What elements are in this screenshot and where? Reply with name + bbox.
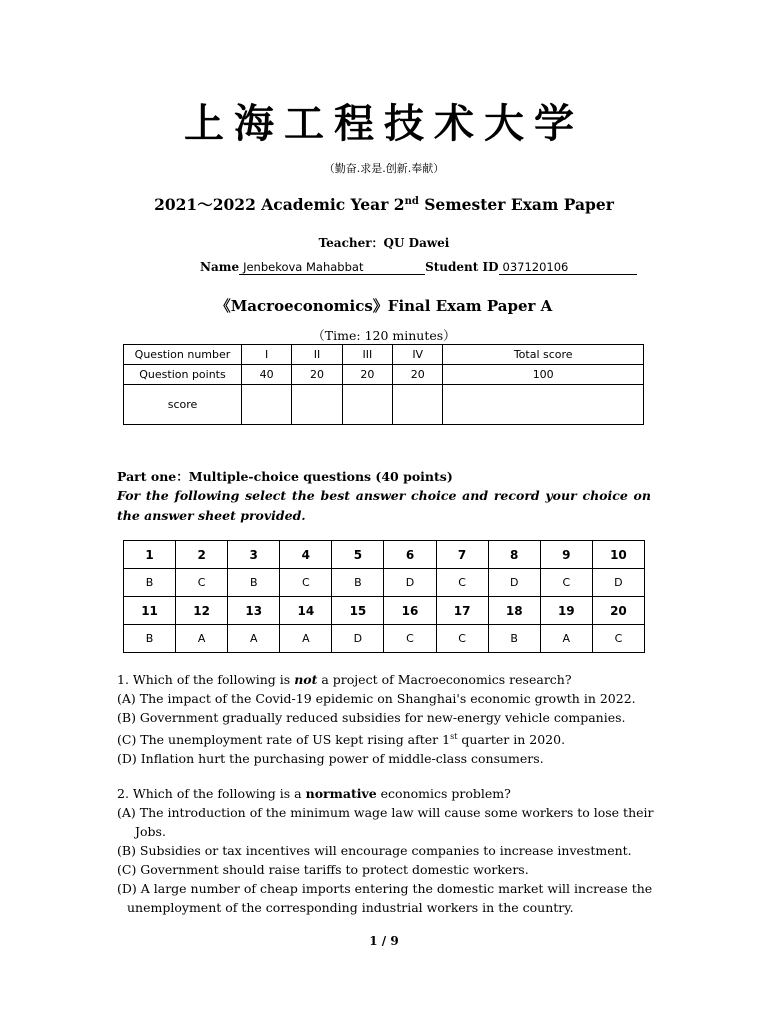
table-cell: B: [228, 569, 280, 597]
table-cell: C: [540, 569, 592, 597]
table-cell: D: [384, 569, 436, 597]
table-cell: 13: [228, 597, 280, 625]
table-cell: 7: [436, 541, 488, 569]
score-entry-cell: [342, 385, 392, 425]
question-1: [117, 670, 657, 768]
table-cell: I: [242, 345, 292, 365]
option-a: (A) The introduction of the minimum wage law will cause some workers to lose their: [117, 805, 654, 820]
score-entry-cell: [393, 385, 443, 425]
table-cell: 1: [124, 541, 176, 569]
table-cell: Total score: [443, 345, 644, 365]
name-value: Jenbekova Mahabbat: [239, 261, 425, 275]
university-logo: 上海工程技术大学: [184, 100, 584, 147]
part-one-heading: Part one：Multiple-choice questions (40 points): [117, 469, 453, 484]
table-cell: 40: [242, 365, 292, 385]
score-entry-cell: [292, 385, 342, 425]
motto: （勤奋.求是.创新.奉献）: [323, 162, 445, 175]
table-cell: Question points: [124, 365, 242, 385]
table-cell: 18: [488, 597, 540, 625]
table-cell: 6: [384, 541, 436, 569]
table-cell: 8: [488, 541, 540, 569]
table-cell: C: [280, 569, 332, 597]
table-row: [124, 365, 644, 385]
option-d-continued: unemployment of the corresponding industrial workers in the country.: [127, 900, 574, 915]
option-b: (B) Government gradually reduced subsidies for new-energy vehicle companies.: [117, 710, 626, 725]
table-cell: 5: [332, 541, 384, 569]
question-2: [117, 784, 657, 917]
table-cell: C: [436, 569, 488, 597]
academic-year-title: 2021～2022 Academic Year 2nd Semester Exam Paper: [154, 195, 614, 214]
option-c: (C) The unemployment rate of US kept rising after 1st quarter in 2020.: [117, 732, 566, 748]
score-entry-cell: [242, 385, 292, 425]
table-cell: D: [488, 569, 540, 597]
student-id-value: 037120106: [499, 261, 637, 275]
table-cell: 10: [592, 541, 644, 569]
table-cell: 17: [436, 597, 488, 625]
answer-table: [123, 540, 645, 653]
name-label: Name: [200, 260, 240, 274]
table-cell: 15: [332, 597, 384, 625]
table-cell: 20: [592, 597, 644, 625]
option-d: (D) A large number of cheap imports entering the domestic market will increase the: [117, 881, 653, 896]
table-cell: 4: [280, 541, 332, 569]
table-cell: score: [124, 385, 242, 425]
table-cell: 100: [443, 365, 644, 385]
table-cell: 2: [176, 541, 228, 569]
table-cell: C: [384, 625, 436, 653]
table-cell: Question number: [124, 345, 242, 365]
question-stem: 1. Which of the following is not a project of Macroeconomics research?: [117, 672, 572, 687]
table-cell: 16: [384, 597, 436, 625]
table-cell: A: [176, 625, 228, 653]
table-cell: 11: [124, 597, 176, 625]
option-b: (B) Subsidies or tax incentives will encourage companies to increase investment.: [117, 843, 632, 858]
option-d: (D) Inflation hurt the purchasing power of middle-class consumers.: [117, 751, 544, 767]
score-entry-cell: [443, 385, 644, 425]
table-cell: A: [540, 625, 592, 653]
part-one-instruction: For the following select the best answer choice and record your choice on the answer sheet provided.: [117, 488, 651, 523]
table-cell: B: [124, 625, 176, 653]
table-cell: B: [488, 625, 540, 653]
table-cell: A: [228, 625, 280, 653]
name-row: [200, 260, 637, 275]
score-table: [123, 344, 644, 425]
table-cell: B: [332, 569, 384, 597]
table-cell: C: [176, 569, 228, 597]
option-a: (A) The impact of the Covid-19 epidemic on Shanghai's economic growth in 2022.: [117, 691, 636, 706]
exam-title: 《Macroeconomics》Final Exam Paper A: [215, 297, 553, 315]
table-cell: 19: [540, 597, 592, 625]
option-a-continued: Jobs.: [135, 824, 166, 839]
table-cell: C: [592, 625, 644, 653]
table-cell: 12: [176, 597, 228, 625]
student-id-label: Student ID: [425, 260, 499, 274]
page-number: 1 / 9: [369, 934, 399, 948]
question-stem: 2. Which of the following is a normative economics problem?: [117, 786, 511, 801]
table-cell: 3: [228, 541, 280, 569]
table-cell: D: [592, 569, 644, 597]
table-row: [124, 597, 645, 625]
table-row: [124, 569, 645, 597]
option-c: (C) Government should raise tariffs to protect domestic workers.: [117, 862, 529, 877]
table-row: [124, 385, 644, 425]
table-cell: C: [436, 625, 488, 653]
table-cell: II: [292, 345, 342, 365]
table-cell: 9: [540, 541, 592, 569]
table-cell: B: [124, 569, 176, 597]
exam-time: （Time: 120 minutes）: [312, 328, 456, 343]
table-cell: 20: [342, 365, 392, 385]
teacher-line: Teacher：QU Dawei: [318, 236, 450, 250]
table-row: [124, 541, 645, 569]
table-row: [124, 345, 644, 365]
table-cell: 20: [393, 365, 443, 385]
table-cell: D: [332, 625, 384, 653]
table-cell: III: [342, 345, 392, 365]
table-cell: 14: [280, 597, 332, 625]
table-row: [124, 625, 645, 653]
table-cell: IV: [393, 345, 443, 365]
table-cell: 20: [292, 365, 342, 385]
table-cell: A: [280, 625, 332, 653]
